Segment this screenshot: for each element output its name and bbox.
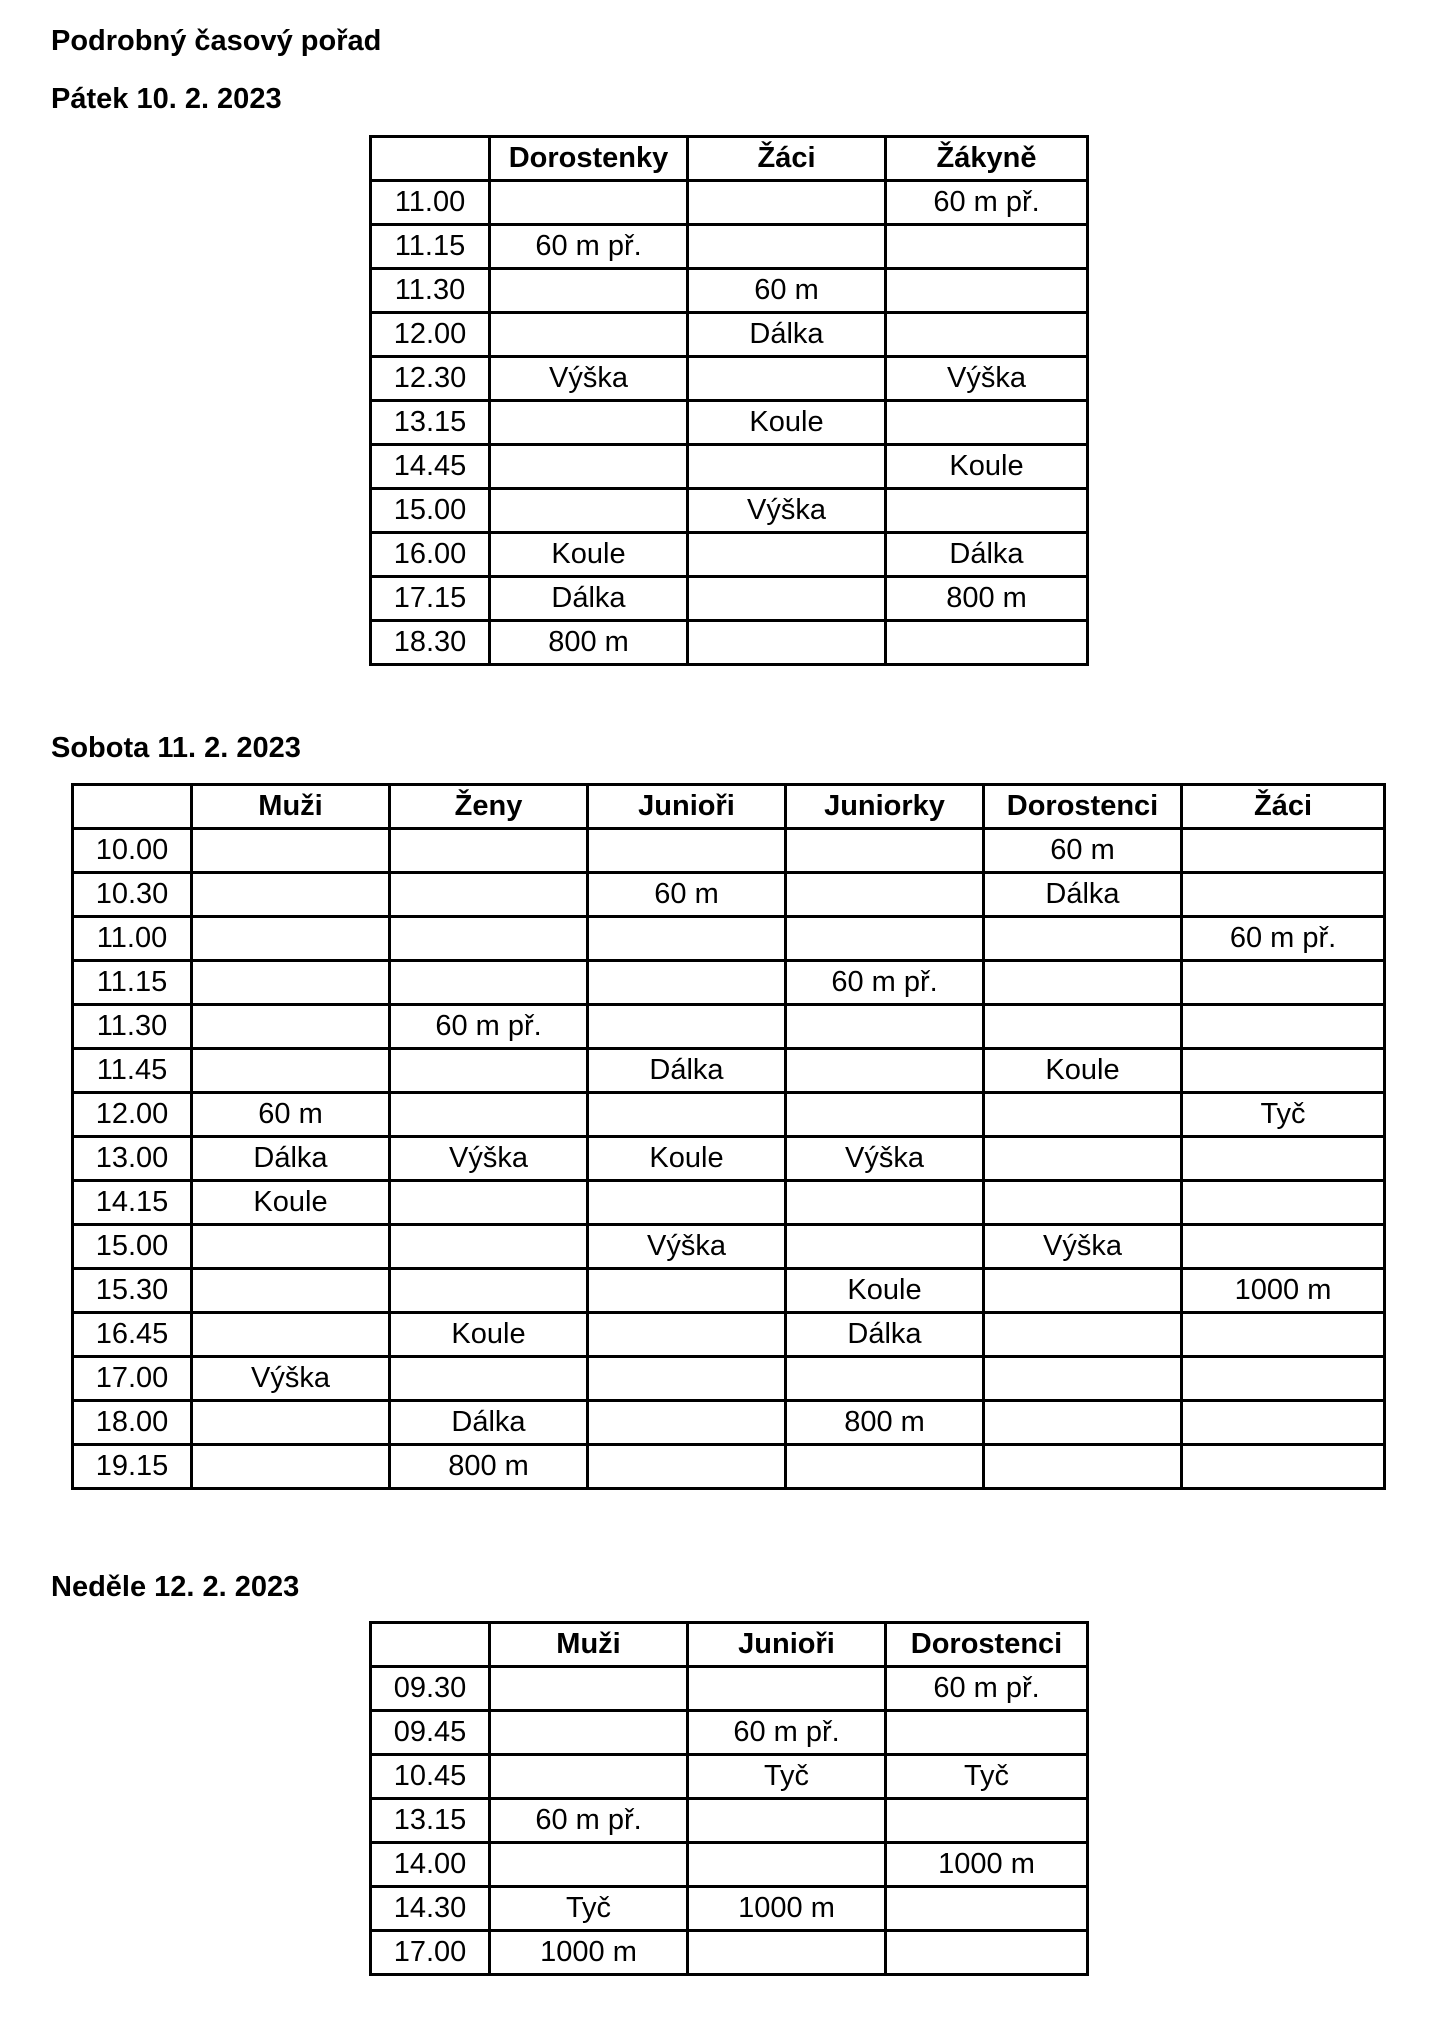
category-column-header: Žáci: [1182, 785, 1385, 829]
time-cell: 13.15: [371, 1799, 490, 1843]
event-cell: [490, 401, 688, 445]
time-cell: 12.00: [73, 1093, 192, 1137]
time-cell: 11.15: [73, 961, 192, 1005]
event-cell: [192, 829, 390, 873]
table-row: [73, 1049, 1385, 1093]
event-cell: Výška: [490, 357, 688, 401]
category-column-header: Junioři: [688, 1623, 886, 1667]
time-column-header: [371, 137, 490, 181]
header-row: [73, 785, 1385, 829]
table-row: [73, 1181, 1385, 1225]
time-cell: 15.00: [371, 489, 490, 533]
event-cell: 60 m př.: [688, 1711, 886, 1755]
event-cell: [786, 1181, 984, 1225]
event-cell: Výška: [192, 1357, 390, 1401]
event-cell: [390, 1049, 588, 1093]
event-cell: 60 m př.: [490, 225, 688, 269]
event-cell: [886, 225, 1088, 269]
category-column-header: Dorostenci: [886, 1623, 1088, 1667]
event-cell: [984, 1357, 1182, 1401]
category-column-header: Žákyně: [886, 137, 1088, 181]
table-row: [371, 1755, 1088, 1799]
event-cell: [390, 1225, 588, 1269]
event-cell: [886, 489, 1088, 533]
time-cell: 13.00: [73, 1137, 192, 1181]
time-cell: 17.15: [371, 577, 490, 621]
table-row: [73, 1225, 1385, 1269]
event-cell: [390, 917, 588, 961]
event-cell: [588, 1269, 786, 1313]
table-row: [73, 1401, 1385, 1445]
table-row: [371, 621, 1088, 665]
table-row: [73, 1269, 1385, 1313]
day-heading-friday: Pátek 10. 2. 2023: [51, 83, 282, 115]
time-cell: 14.00: [371, 1843, 490, 1887]
event-cell: Koule: [984, 1049, 1182, 1093]
table-row: [371, 1711, 1088, 1755]
event-cell: [984, 917, 1182, 961]
event-cell: Dálka: [588, 1049, 786, 1093]
event-cell: [192, 1401, 390, 1445]
event-cell: 60 m př.: [490, 1799, 688, 1843]
event-cell: [786, 1093, 984, 1137]
event-cell: [490, 1711, 688, 1755]
event-cell: [490, 181, 688, 225]
event-cell: [984, 1137, 1182, 1181]
event-cell: [1182, 961, 1385, 1005]
table-row: [73, 1137, 1385, 1181]
event-cell: Výška: [688, 489, 886, 533]
event-cell: [688, 533, 886, 577]
event-cell: Dálka: [886, 533, 1088, 577]
event-cell: [490, 269, 688, 313]
event-cell: Výška: [786, 1137, 984, 1181]
event-cell: [886, 1931, 1088, 1975]
event-cell: [390, 1181, 588, 1225]
event-cell: [588, 1401, 786, 1445]
category-column-header: Muži: [192, 785, 390, 829]
time-cell: 10.30: [73, 873, 192, 917]
event-cell: [588, 961, 786, 1005]
event-cell: Tyč: [490, 1887, 688, 1931]
event-cell: 800 m: [390, 1445, 588, 1489]
event-cell: 60 m: [192, 1093, 390, 1137]
event-cell: [490, 1755, 688, 1799]
event-cell: 800 m: [886, 577, 1088, 621]
event-cell: [1182, 1137, 1385, 1181]
event-cell: Koule: [786, 1269, 984, 1313]
event-cell: [886, 1887, 1088, 1931]
document-title: Podrobný časový pořad: [51, 25, 382, 57]
event-cell: 60 m př.: [390, 1005, 588, 1049]
time-cell: 14.45: [371, 445, 490, 489]
event-cell: [984, 1445, 1182, 1489]
header-row: [371, 137, 1088, 181]
header-row: [371, 1623, 1088, 1667]
time-cell: 09.45: [371, 1711, 490, 1755]
event-cell: [192, 1005, 390, 1049]
event-cell: [886, 269, 1088, 313]
time-cell: 12.00: [371, 313, 490, 357]
event-cell: [786, 873, 984, 917]
time-cell: 10.45: [371, 1755, 490, 1799]
schedule-table-friday: [369, 135, 1089, 666]
event-cell: [588, 1313, 786, 1357]
time-cell: 10.00: [73, 829, 192, 873]
event-cell: [588, 1181, 786, 1225]
event-cell: [688, 445, 886, 489]
event-cell: [786, 1225, 984, 1269]
table-row: [73, 1093, 1385, 1137]
event-cell: [786, 1445, 984, 1489]
time-cell: 11.00: [73, 917, 192, 961]
event-cell: [588, 1445, 786, 1489]
event-cell: [984, 1181, 1182, 1225]
event-cell: [192, 961, 390, 1005]
event-cell: [886, 401, 1088, 445]
event-cell: [688, 1843, 886, 1887]
table-row: [371, 445, 1088, 489]
event-cell: [490, 313, 688, 357]
table-row: [73, 1445, 1385, 1489]
event-cell: 1000 m: [886, 1843, 1088, 1887]
event-cell: 60 m: [984, 829, 1182, 873]
event-cell: [886, 1799, 1088, 1843]
event-cell: [1182, 1401, 1385, 1445]
time-cell: 09.30: [371, 1667, 490, 1711]
event-cell: [1182, 1181, 1385, 1225]
event-cell: [786, 1049, 984, 1093]
time-cell: 17.00: [371, 1931, 490, 1975]
event-cell: Dálka: [192, 1137, 390, 1181]
event-cell: 800 m: [490, 621, 688, 665]
table-row: [371, 489, 1088, 533]
event-cell: [192, 873, 390, 917]
table-row: [371, 533, 1088, 577]
event-cell: [688, 1931, 886, 1975]
event-cell: Tyč: [1182, 1093, 1385, 1137]
event-cell: Výška: [390, 1137, 588, 1181]
event-cell: Výška: [886, 357, 1088, 401]
event-cell: [688, 621, 886, 665]
table-row: [73, 917, 1385, 961]
event-cell: Dálka: [688, 313, 886, 357]
event-cell: [390, 1093, 588, 1137]
category-column-header: Žáci: [688, 137, 886, 181]
event-cell: [192, 1225, 390, 1269]
event-cell: [984, 1093, 1182, 1137]
category-column-header: Muži: [490, 1623, 688, 1667]
event-cell: [984, 1005, 1182, 1049]
event-cell: [390, 961, 588, 1005]
event-cell: [1182, 1313, 1385, 1357]
table-row: [371, 1931, 1088, 1975]
time-column-header: [371, 1623, 490, 1667]
event-cell: Koule: [490, 533, 688, 577]
table-row: [73, 961, 1385, 1005]
day-heading-saturday: Sobota 11. 2. 2023: [51, 732, 301, 764]
time-cell: 17.00: [73, 1357, 192, 1401]
event-cell: [688, 577, 886, 621]
event-cell: [1182, 1225, 1385, 1269]
table-row: [371, 401, 1088, 445]
schedule-table-sunday: [369, 1621, 1089, 1976]
event-cell: [1182, 1357, 1385, 1401]
table-row: [371, 577, 1088, 621]
event-cell: [984, 961, 1182, 1005]
event-cell: Dálka: [390, 1401, 588, 1445]
event-cell: [588, 1005, 786, 1049]
table-row: [371, 181, 1088, 225]
time-cell: 16.00: [371, 533, 490, 577]
time-cell: 18.30: [371, 621, 490, 665]
event-cell: [192, 1269, 390, 1313]
time-cell: 15.00: [73, 1225, 192, 1269]
event-cell: [490, 445, 688, 489]
event-cell: [490, 1667, 688, 1711]
event-cell: 60 m př.: [786, 961, 984, 1005]
event-cell: Výška: [588, 1225, 786, 1269]
event-cell: [588, 1357, 786, 1401]
event-cell: [786, 1005, 984, 1049]
event-cell: [1182, 829, 1385, 873]
time-cell: 11.45: [73, 1049, 192, 1093]
schedule-table-saturday: [71, 783, 1386, 1490]
event-cell: [886, 1711, 1088, 1755]
event-cell: Koule: [192, 1181, 390, 1225]
time-cell: 11.30: [371, 269, 490, 313]
table-row: [73, 1005, 1385, 1049]
event-cell: 60 m př.: [886, 1667, 1088, 1711]
time-cell: 19.15: [73, 1445, 192, 1489]
table-row: [371, 313, 1088, 357]
table-row: [371, 1667, 1088, 1711]
event-cell: [786, 1357, 984, 1401]
time-cell: 11.15: [371, 225, 490, 269]
event-cell: Dálka: [490, 577, 688, 621]
category-column-header: Dorostenky: [490, 137, 688, 181]
table-row: [73, 1357, 1385, 1401]
category-column-header: Ženy: [390, 785, 588, 829]
event-cell: [588, 917, 786, 961]
event-cell: [1182, 1005, 1385, 1049]
time-cell: 14.15: [73, 1181, 192, 1225]
event-cell: Dálka: [786, 1313, 984, 1357]
event-cell: [588, 1093, 786, 1137]
event-cell: Výška: [984, 1225, 1182, 1269]
event-cell: [786, 917, 984, 961]
event-cell: 1000 m: [688, 1887, 886, 1931]
event-cell: [192, 1313, 390, 1357]
table-row: [371, 357, 1088, 401]
event-cell: [688, 1799, 886, 1843]
time-cell: 16.45: [73, 1313, 192, 1357]
event-cell: [192, 917, 390, 961]
table-row: [371, 1843, 1088, 1887]
time-cell: 12.30: [371, 357, 490, 401]
event-cell: Tyč: [886, 1755, 1088, 1799]
table-row: [73, 829, 1385, 873]
event-cell: [688, 1667, 886, 1711]
event-cell: Koule: [390, 1313, 588, 1357]
time-column-header: [73, 785, 192, 829]
table-row: [371, 1887, 1088, 1931]
event-cell: [786, 829, 984, 873]
event-cell: [1182, 1049, 1385, 1093]
event-cell: [984, 1401, 1182, 1445]
event-cell: 60 m př.: [886, 181, 1088, 225]
event-cell: [490, 489, 688, 533]
event-cell: [390, 873, 588, 917]
event-cell: [390, 1357, 588, 1401]
event-cell: [192, 1445, 390, 1489]
event-cell: [984, 1313, 1182, 1357]
event-cell: Dálka: [984, 873, 1182, 917]
table-row: [73, 1313, 1385, 1357]
category-column-header: Junioři: [588, 785, 786, 829]
event-cell: [886, 313, 1088, 357]
event-cell: 800 m: [786, 1401, 984, 1445]
event-cell: 60 m př.: [1182, 917, 1385, 961]
event-cell: [192, 1049, 390, 1093]
event-cell: [390, 829, 588, 873]
time-cell: 18.00: [73, 1401, 192, 1445]
event-cell: [984, 1269, 1182, 1313]
table-row: [371, 225, 1088, 269]
event-cell: Koule: [588, 1137, 786, 1181]
event-cell: [490, 1843, 688, 1887]
event-cell: Tyč: [688, 1755, 886, 1799]
event-cell: [1182, 1445, 1385, 1489]
event-cell: [688, 225, 886, 269]
event-cell: 1000 m: [1182, 1269, 1385, 1313]
event-cell: Koule: [886, 445, 1088, 489]
event-cell: Koule: [688, 401, 886, 445]
time-cell: 14.30: [371, 1887, 490, 1931]
category-column-header: Juniorky: [786, 785, 984, 829]
event-cell: [588, 829, 786, 873]
category-column-header: Dorostenci: [984, 785, 1182, 829]
time-cell: 11.30: [73, 1005, 192, 1049]
event-cell: [688, 357, 886, 401]
event-cell: [1182, 873, 1385, 917]
event-cell: [688, 181, 886, 225]
time-cell: 15.30: [73, 1269, 192, 1313]
event-cell: [390, 1269, 588, 1313]
time-cell: 13.15: [371, 401, 490, 445]
table-row: [371, 269, 1088, 313]
table-row: [73, 873, 1385, 917]
event-cell: [886, 621, 1088, 665]
event-cell: 60 m: [688, 269, 886, 313]
day-heading-sunday: Neděle 12. 2. 2023: [51, 1571, 300, 1603]
event-cell: 60 m: [588, 873, 786, 917]
event-cell: 1000 m: [490, 1931, 688, 1975]
time-cell: 11.00: [371, 181, 490, 225]
table-row: [371, 1799, 1088, 1843]
